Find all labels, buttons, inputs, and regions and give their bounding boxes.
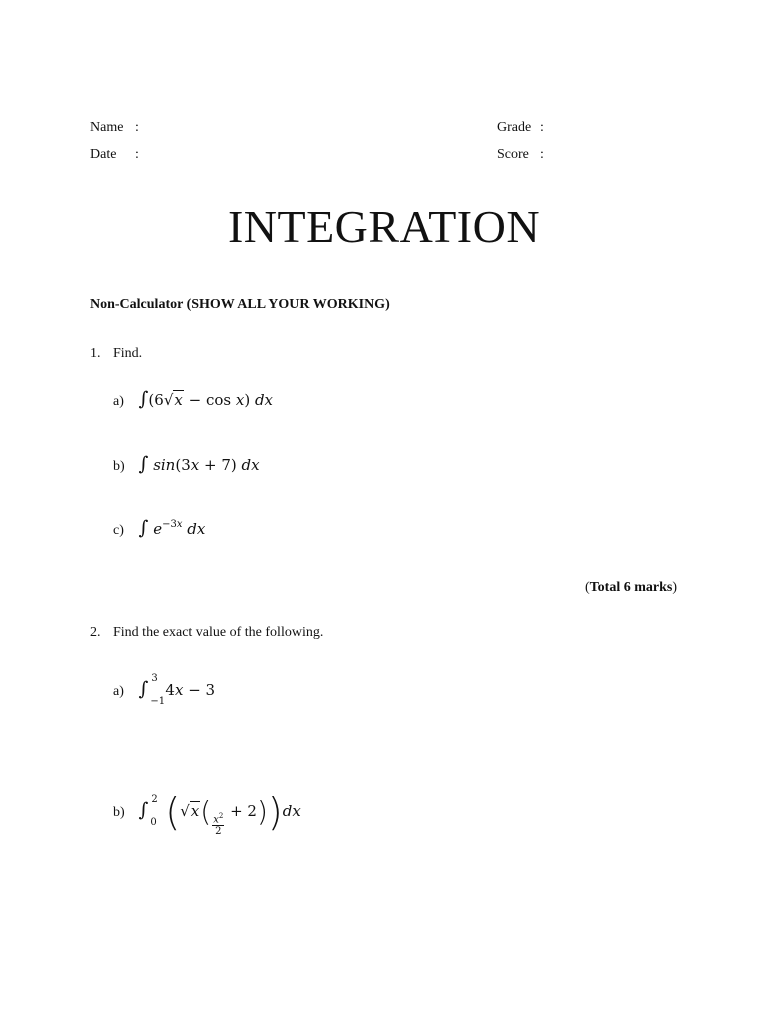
page-title: INTEGRATION bbox=[227, 201, 541, 252]
date-field bbox=[90, 147, 139, 163]
total-close-paren: ) bbox=[672, 580, 677, 595]
q1-part-c bbox=[113, 517, 205, 539]
q1-total-marks bbox=[585, 580, 677, 596]
q2a-expression: ∫ 3 −1 4x − 3 bbox=[138, 673, 216, 707]
q2-part-a-label: a) bbox=[113, 684, 124, 699]
question-2-prompt: Find the exact value of the following. bbox=[113, 625, 324, 640]
name-field bbox=[90, 120, 139, 136]
date-label: Date bbox=[90, 147, 117, 162]
q2-part-a bbox=[113, 675, 215, 705]
score-field bbox=[497, 147, 544, 163]
question-1-prompt: Find. bbox=[113, 346, 143, 361]
total-marks-text: Total 6 marks bbox=[589, 580, 673, 595]
name-colon: : bbox=[135, 120, 139, 135]
q1c-expression: ∫ $e^{-3x}$ dx bbox=[138, 517, 206, 539]
instruction-text: Non-Calculator (SHOW ALL YOUR WORKING) bbox=[90, 297, 390, 312]
q2-part-b bbox=[113, 790, 301, 837]
q1-part-a bbox=[113, 388, 273, 410]
q1a-expression: ∫(6√x − cos x) dx bbox=[138, 388, 274, 410]
q1-part-b-label: b) bbox=[113, 459, 125, 474]
name-label: Name bbox=[90, 120, 124, 135]
question-1 bbox=[90, 346, 142, 362]
grade-label: Grade bbox=[497, 120, 532, 135]
q2b-expression: ∫ 2 0 (√x( $\frac{x^2}{2}$ + 2))dx bbox=[138, 790, 301, 837]
q1-part-b bbox=[113, 453, 260, 475]
date-colon: : bbox=[135, 147, 139, 162]
grade-field bbox=[497, 120, 544, 136]
question-2 bbox=[90, 625, 323, 641]
question-2-number: 2. bbox=[90, 625, 101, 640]
score-label: Score bbox=[497, 147, 529, 162]
total-open-paren: ( bbox=[584, 580, 590, 595]
question-1-number: 1. bbox=[90, 346, 101, 361]
q1-part-a-label: a) bbox=[113, 394, 124, 409]
q1b-expression: ∫ sin(3x + 7) dx bbox=[138, 453, 260, 475]
q2-part-b-label: b) bbox=[113, 805, 125, 820]
grade-colon: : bbox=[540, 120, 544, 135]
q1-part-c-label: c) bbox=[113, 523, 124, 538]
score-colon: : bbox=[540, 147, 544, 162]
